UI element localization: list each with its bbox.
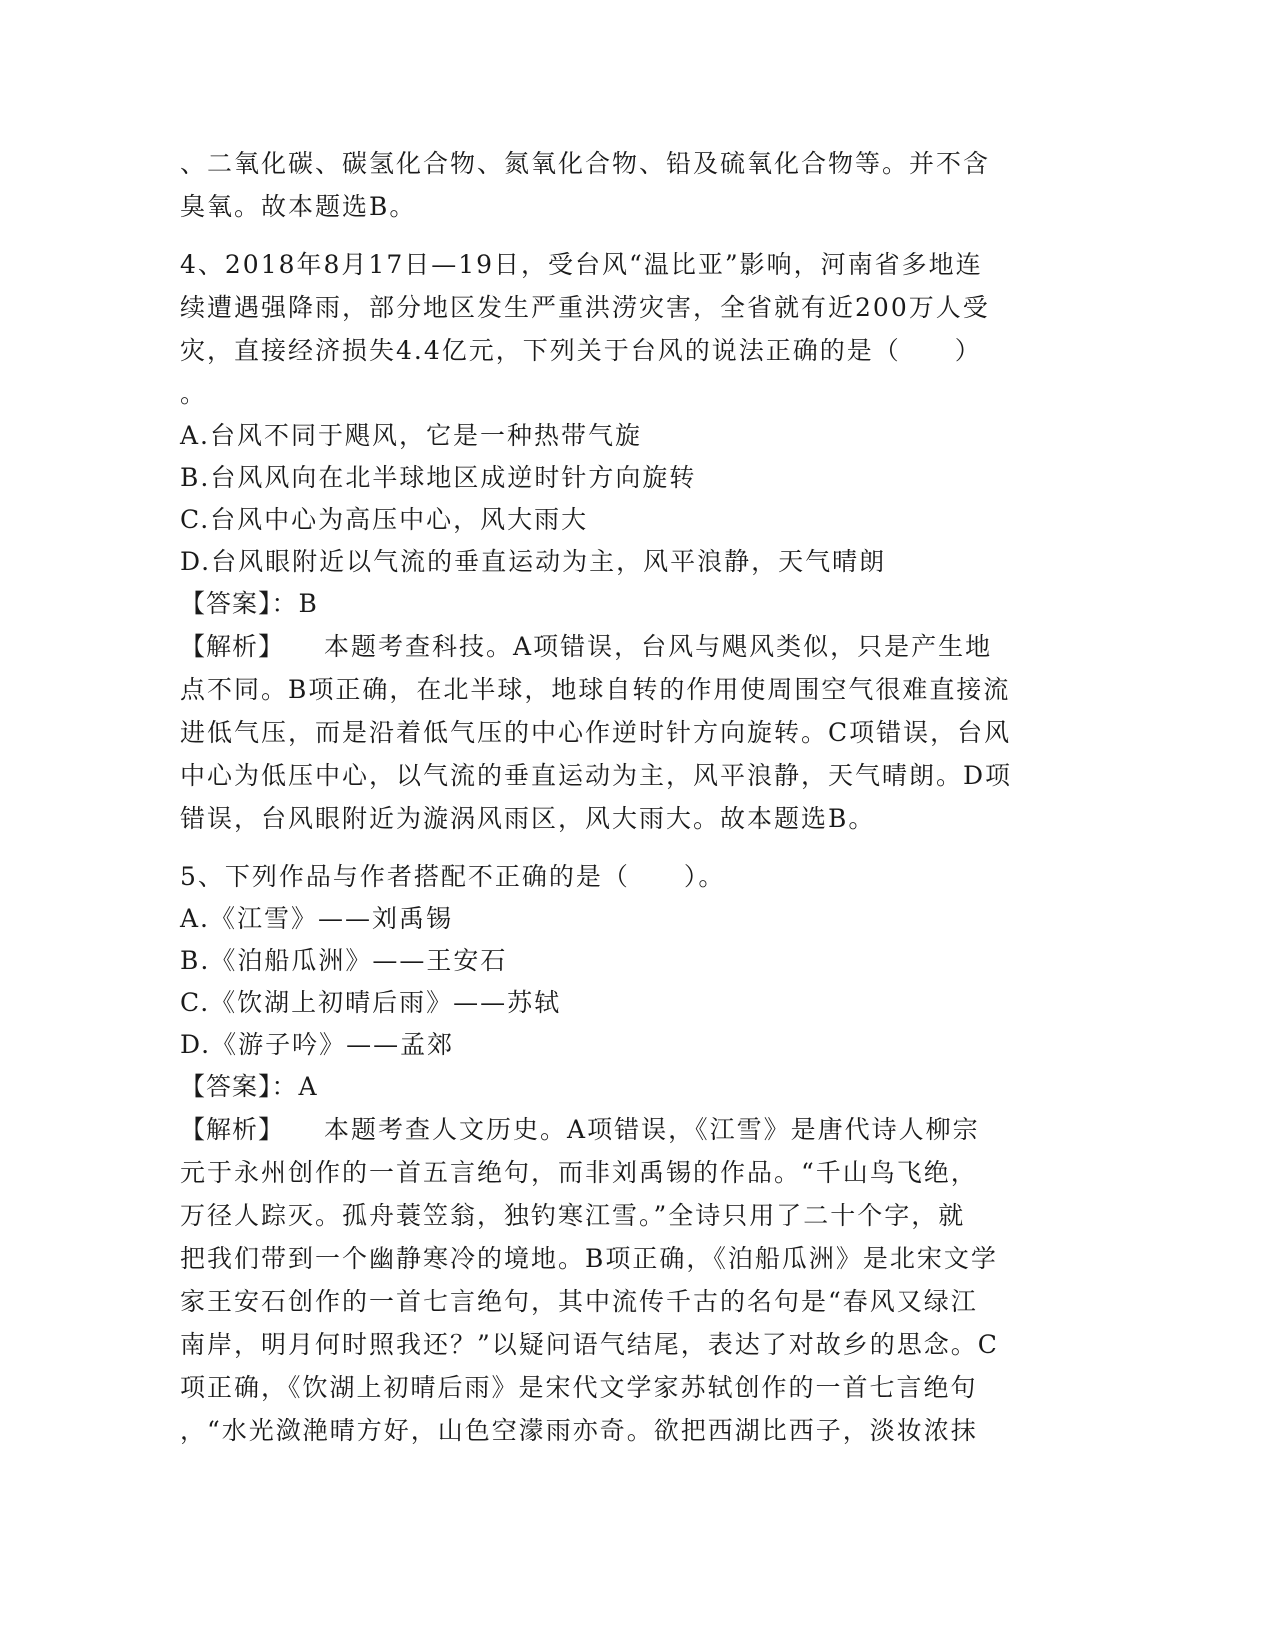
option-b: B.台风风向在北半球地区成逆时针方向旋转	[180, 463, 697, 492]
answer-line	[180, 583, 1080, 625]
document-page	[180, 142, 1080, 1452]
question-4	[180, 243, 1080, 840]
question-stem-line: 续遭遇强降雨，部分地区发生严重洪涝灾害，全省就有近200万人受	[180, 293, 990, 322]
option-a: A.《江雪》——刘禹锡	[180, 904, 454, 933]
previous-analysis-tail	[180, 142, 1080, 228]
text-line: 臭氧。故本题选B。	[180, 192, 417, 221]
analysis-text-line: 项正确，《饮湖上初晴后雨》是宋代文学家苏轼创作的一首七言绝句	[180, 1373, 978, 1402]
option-c: C.台风中心为高压中心，风大雨大	[180, 505, 589, 534]
question-stem-line: 灾，直接经济损失4.4亿元，下列关于台风的说法正确的是（ ）	[180, 336, 982, 365]
option-d: D.台风眼附近以气流的垂直运动为主，风平浪静，天气晴朗	[180, 547, 887, 576]
answer-label: 【答案】	[180, 1072, 272, 1101]
answer-line	[180, 1066, 1080, 1108]
analysis-text-line: 错误，台风眼附近为漩涡风雨区，风大雨大。故本题选B。	[180, 804, 876, 833]
analysis-text-line: 点不同。B项正确，在北半球，地球自转的作用使周围空气很难直接流	[180, 675, 1011, 704]
analysis-label: 【解析】	[180, 1115, 285, 1144]
analysis-text-line: 进低气压，而是沿着低气压的中心作逆时针方向旋转。C项错误，台风	[180, 718, 1012, 747]
analysis-text-line: 家王安石创作的一首七言绝句，其中流传千古的名句是“春风又绿江	[180, 1287, 978, 1316]
question-stem-line: 。	[180, 379, 208, 408]
analysis-line	[180, 625, 1080, 668]
analysis-text: 本题考查人文历史。A项错误，《江雪》是唐代诗人柳宗	[324, 1115, 980, 1144]
option-b: B.《泊船瓜洲》——王安石	[180, 946, 508, 975]
analysis-text-line: 万径人踪灭。孤舟蓑笠翁，独钓寒江雪。”全诗只用了二十个字，就	[180, 1201, 966, 1230]
question-stem-line: 5、下列作品与作者搭配不正确的是（ ）。	[180, 862, 726, 891]
option-d: D.《游子吟》——孟郊	[180, 1030, 455, 1059]
answer-label: 【答案】	[180, 589, 272, 618]
analysis-line	[180, 1108, 1080, 1151]
question-5	[180, 856, 1080, 1452]
analysis-text-line: 中心为低压中心，以气流的垂直运动为主，风平浪静，天气晴朗。D项	[180, 761, 1013, 790]
analysis-label: 【解析】	[180, 632, 285, 661]
answer-value: ：B	[271, 589, 319, 618]
text-line: 、二氧化碳、碳氢化合物、氮氧化合物、铅及硫氧化合物等。并不含	[180, 149, 991, 178]
analysis-text-line: 南岸，明月何时照我还？”以疑问语气结尾，表达了对故乡的思念。C	[180, 1330, 999, 1359]
question-stem-line: 4、2018年8月17日—19日，受台风“温比亚”影响，河南省多地连	[180, 250, 983, 279]
answer-value: ：A	[271, 1072, 319, 1101]
option-c: C.《饮湖上初晴后雨》——苏轼	[180, 988, 562, 1017]
analysis-text: 本题考查科技。A项错误，台风与飓风类似，只是产生地	[324, 632, 993, 661]
option-a: A.台风不同于飓风，它是一种热带气旋	[180, 421, 643, 450]
analysis-text-line: 把我们带到一个幽静寒冷的境地。B项正确，《泊船瓜洲》是北宋文学	[180, 1244, 998, 1273]
analysis-text-line: 元于永州创作的一首五言绝句，而非刘禹锡的作品。“千山鸟飞绝，	[180, 1158, 978, 1187]
analysis-text-line: ，“水光潋滟晴方好，山色空濛雨亦奇。欲把西湖比西子，淡妆浓抹	[180, 1416, 978, 1445]
